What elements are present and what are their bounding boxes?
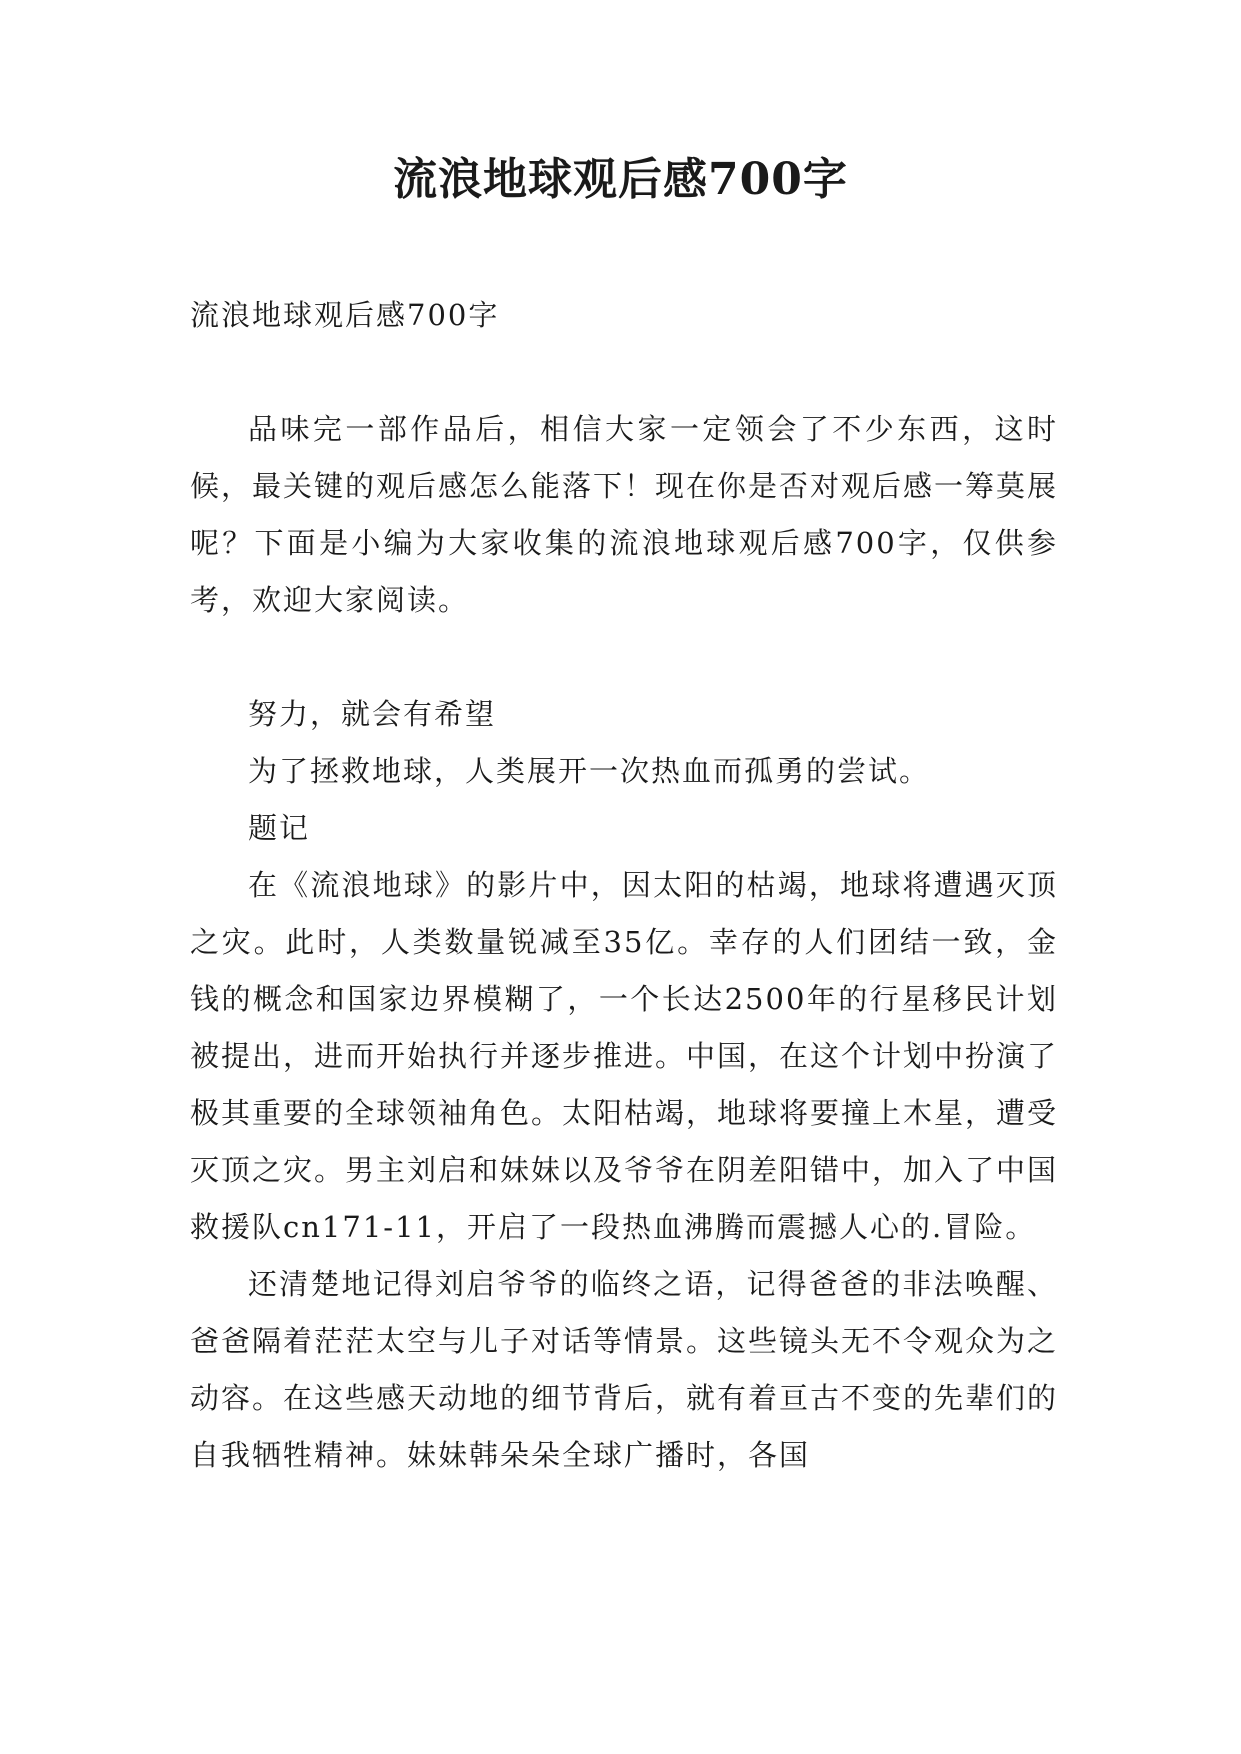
paragraph-heading: 努力，就会有希望: [248, 697, 497, 731]
document-subtitle: 流浪地球观后感700字: [190, 298, 500, 332]
paragraph-epigraph-label: 题记: [248, 811, 311, 845]
document-title: 流浪地球观后感700字: [393, 154, 848, 205]
intro-paragraph: 品味完一部作品后，相信大家一定领会了不少东西，这时候，最关键的观后感怎么能落下！现在你是否对观后感一筹莫展呢？下面是小编为大家收集的流浪地球观后感700字，仅供参考，欢迎大家阅读。: [190, 412, 1059, 617]
paragraph-lead: 为了拯救地球，人类展开一次热血而孤勇的尝试。: [248, 754, 931, 788]
paragraph-body-2: 还清楚地记得刘启爷爷的临终之语，记得爸爸的非法唤醒、爸爸隔着茫茫太空与儿子对话等情景。这些镜头无不令观众为之动容。在这些感天动地的细节背后，就有着亘古不变的先辈们的自我牺牲精神。妹妹韩朵朵全球广播时，各国: [190, 1267, 1059, 1472]
main-section: [190, 686, 1058, 1484]
intro-section: [190, 401, 1058, 629]
paragraph-body-1: 在《流浪地球》的影片中，因太阳的枯竭，地球将遭遇灭顶之灾。此时，人类数量锐减至35亿。幸存的人们团结一致，金钱的概念和国家边界模糊了，一个长达2500年的行星移民计划被提出，进而开始执行并逐步推进。中国，在这个计划中扮演了极其重要的全球领袖角色。太阳枯竭，地球将要撞上木星，遭受灭顶之灾。男主刘启和妹妹以及爷爷在阴差阳错中，加入了中国救援队cn171-11，开启了一段热血沸腾而震撼人心的.冒险。: [190, 868, 1059, 1244]
